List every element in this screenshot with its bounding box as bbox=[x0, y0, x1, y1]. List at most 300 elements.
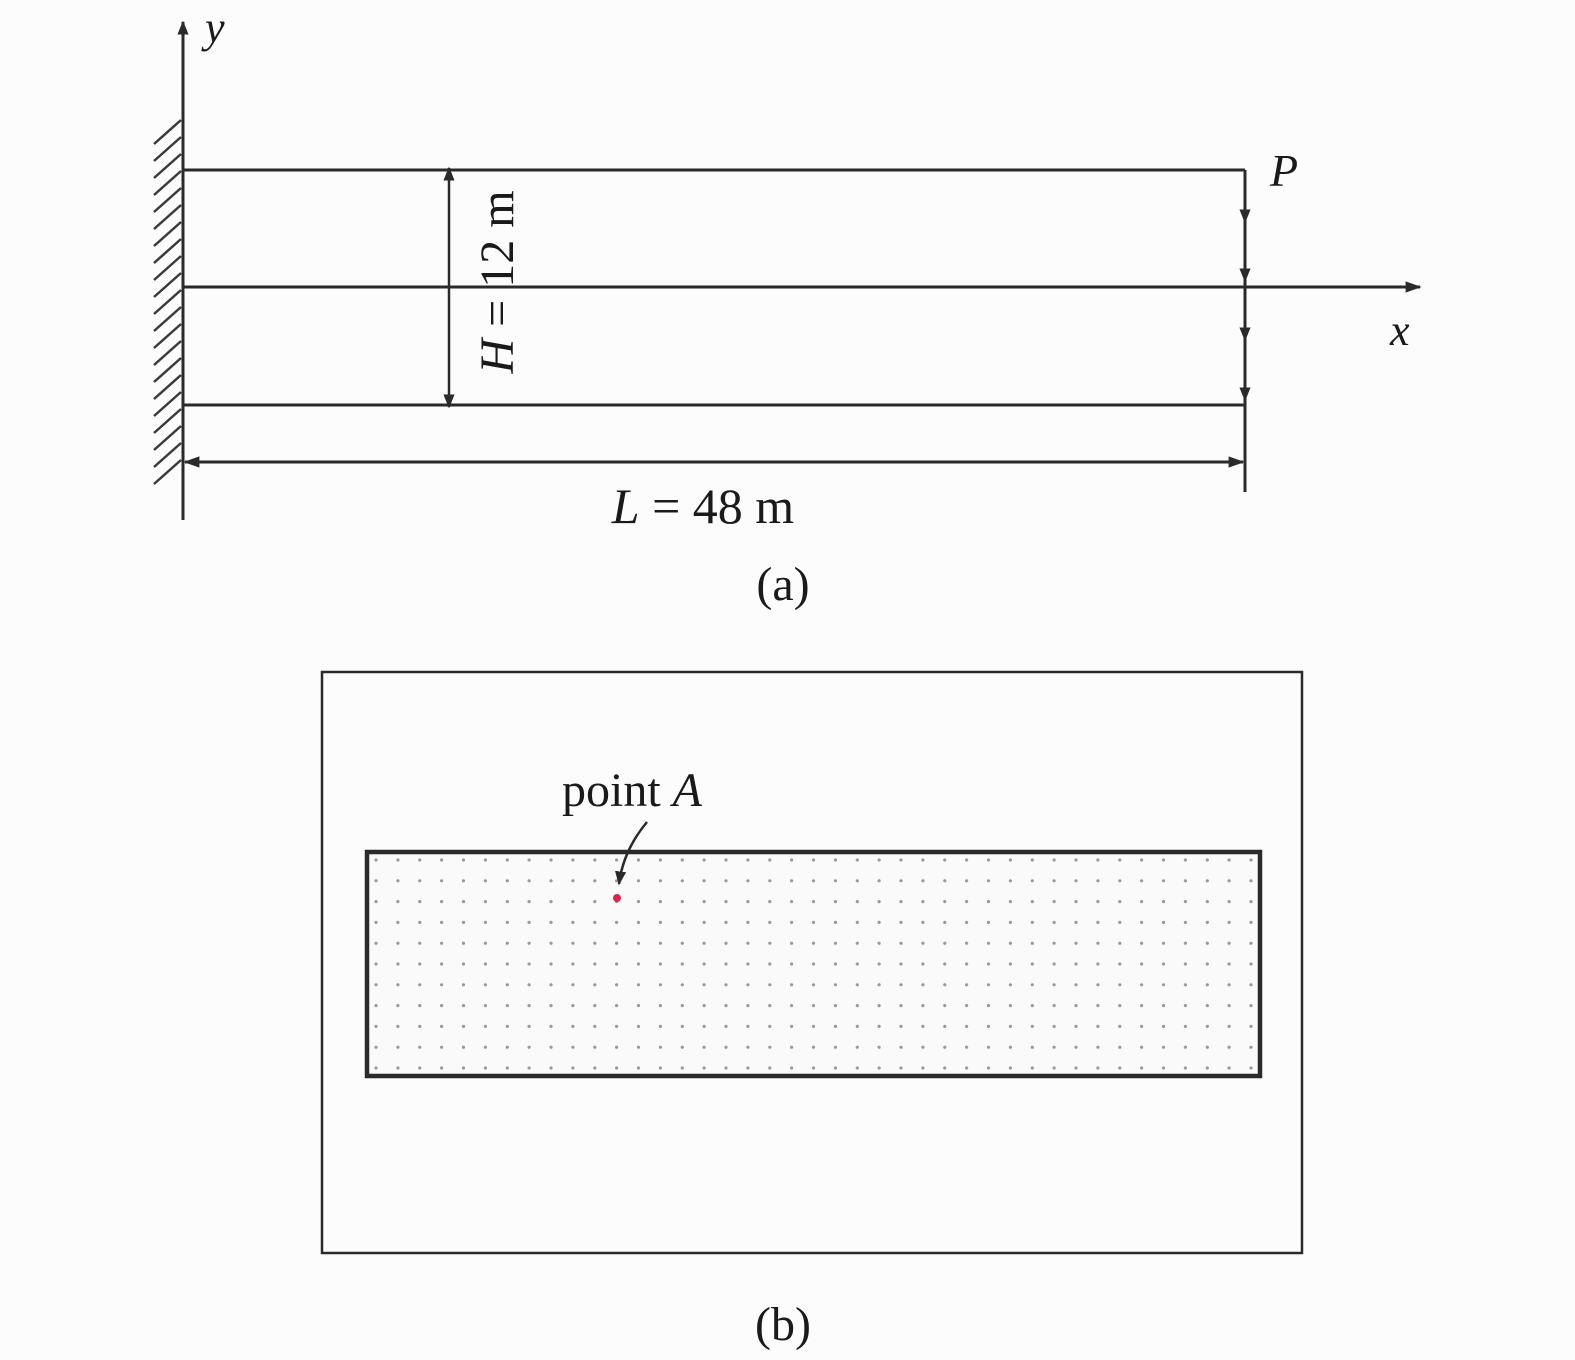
node-point bbox=[1074, 983, 1077, 986]
node-point bbox=[1074, 1066, 1077, 1069]
node-point bbox=[812, 1004, 815, 1007]
node-point bbox=[1228, 942, 1231, 945]
node-point bbox=[593, 983, 596, 986]
node-point bbox=[812, 962, 815, 965]
node-point bbox=[1162, 921, 1165, 924]
x-axis-label: x bbox=[1390, 306, 1410, 355]
node-point bbox=[812, 858, 815, 861]
node-point bbox=[374, 1046, 377, 1049]
node-point bbox=[1184, 1004, 1187, 1007]
node-point bbox=[1184, 879, 1187, 882]
node-point bbox=[1096, 1046, 1099, 1049]
node-point bbox=[1118, 1025, 1121, 1028]
node-point bbox=[834, 1046, 837, 1049]
node-point bbox=[987, 942, 990, 945]
node-point bbox=[1184, 942, 1187, 945]
node-point bbox=[1140, 1004, 1143, 1007]
node-point bbox=[943, 900, 946, 903]
node-point bbox=[396, 962, 399, 965]
node-point bbox=[746, 879, 749, 882]
node-point bbox=[637, 983, 640, 986]
node-point bbox=[440, 962, 443, 965]
node-point bbox=[790, 962, 793, 965]
node-point bbox=[987, 858, 990, 861]
node-point bbox=[1009, 962, 1012, 965]
y-axis-label: y bbox=[205, 3, 225, 52]
node-point bbox=[571, 942, 574, 945]
node-point bbox=[681, 1066, 684, 1069]
node-point bbox=[812, 879, 815, 882]
node-point bbox=[418, 942, 421, 945]
node-point bbox=[1053, 879, 1056, 882]
node-point bbox=[571, 858, 574, 861]
node-point bbox=[790, 983, 793, 986]
node-point bbox=[790, 1066, 793, 1069]
node-point bbox=[746, 983, 749, 986]
node-point bbox=[593, 900, 596, 903]
node-point bbox=[724, 1025, 727, 1028]
node-point bbox=[506, 962, 509, 965]
node-point bbox=[1096, 900, 1099, 903]
node-point bbox=[462, 1066, 465, 1069]
node-point bbox=[965, 879, 968, 882]
node-point bbox=[1074, 900, 1077, 903]
node-point bbox=[987, 1046, 990, 1049]
node-point bbox=[943, 1004, 946, 1007]
node-point bbox=[1053, 1025, 1056, 1028]
node-point bbox=[1184, 858, 1187, 861]
node-point bbox=[921, 1025, 924, 1028]
node-point bbox=[1140, 1025, 1143, 1028]
node-point bbox=[1140, 1046, 1143, 1049]
node-point bbox=[856, 1004, 859, 1007]
node-point bbox=[1228, 900, 1231, 903]
node-point bbox=[1096, 942, 1099, 945]
node-point bbox=[506, 1066, 509, 1069]
node-point bbox=[571, 1025, 574, 1028]
node-point bbox=[878, 921, 881, 924]
node-point bbox=[703, 879, 706, 882]
node-point bbox=[878, 879, 881, 882]
node-point bbox=[921, 921, 924, 924]
node-point bbox=[1206, 1004, 1209, 1007]
node-point bbox=[921, 900, 924, 903]
node-point bbox=[834, 942, 837, 945]
node-point bbox=[484, 921, 487, 924]
node-point bbox=[1162, 1004, 1165, 1007]
node-point bbox=[856, 1025, 859, 1028]
node-point bbox=[1184, 983, 1187, 986]
node-point bbox=[615, 858, 618, 861]
node-point bbox=[965, 1025, 968, 1028]
node-point bbox=[549, 983, 552, 986]
node-point bbox=[659, 983, 662, 986]
node-point bbox=[943, 1025, 946, 1028]
node-point bbox=[1162, 1025, 1165, 1028]
node-point bbox=[593, 1004, 596, 1007]
node-point bbox=[899, 1004, 902, 1007]
node-point bbox=[593, 1046, 596, 1049]
node-point bbox=[1053, 858, 1056, 861]
node-point bbox=[374, 858, 377, 861]
node-point bbox=[374, 900, 377, 903]
node-point bbox=[1053, 962, 1056, 965]
node-point bbox=[1074, 879, 1077, 882]
node-point bbox=[549, 1046, 552, 1049]
node-point bbox=[1053, 983, 1056, 986]
node-point bbox=[834, 900, 837, 903]
node-point bbox=[1140, 962, 1143, 965]
node-point bbox=[1162, 879, 1165, 882]
node-point bbox=[746, 942, 749, 945]
node-point bbox=[987, 1004, 990, 1007]
node-point bbox=[724, 1046, 727, 1049]
node-point bbox=[396, 1046, 399, 1049]
node-point bbox=[462, 1004, 465, 1007]
node-point bbox=[506, 921, 509, 924]
node-point bbox=[943, 879, 946, 882]
node-point bbox=[790, 1004, 793, 1007]
node-point bbox=[1118, 983, 1121, 986]
node-point bbox=[1162, 1046, 1165, 1049]
node-point bbox=[878, 942, 881, 945]
node-point bbox=[965, 983, 968, 986]
node-point bbox=[484, 942, 487, 945]
node-point bbox=[549, 858, 552, 861]
node-point bbox=[1118, 1066, 1121, 1069]
node-point bbox=[790, 1025, 793, 1028]
node-point bbox=[768, 983, 771, 986]
node-point bbox=[484, 1046, 487, 1049]
node-point bbox=[878, 858, 881, 861]
node-point bbox=[746, 962, 749, 965]
node-point bbox=[396, 879, 399, 882]
node-point bbox=[637, 1025, 640, 1028]
node-point bbox=[1009, 1004, 1012, 1007]
node-point bbox=[659, 900, 662, 903]
node-point bbox=[637, 879, 640, 882]
node-point bbox=[899, 921, 902, 924]
node-point bbox=[878, 1066, 881, 1069]
node-point bbox=[1031, 900, 1034, 903]
node-point bbox=[768, 900, 771, 903]
node-point bbox=[1031, 879, 1034, 882]
node-point bbox=[768, 942, 771, 945]
node-point bbox=[1140, 900, 1143, 903]
node-point bbox=[1249, 942, 1252, 945]
node-point bbox=[834, 983, 837, 986]
node-point bbox=[1140, 921, 1143, 924]
node-point bbox=[1206, 983, 1209, 986]
node-point bbox=[418, 858, 421, 861]
node-point bbox=[637, 921, 640, 924]
node-point bbox=[593, 962, 596, 965]
node-point bbox=[659, 921, 662, 924]
node-point bbox=[1184, 1046, 1187, 1049]
node-point bbox=[528, 1004, 531, 1007]
node-point bbox=[987, 1066, 990, 1069]
node-point bbox=[1249, 1066, 1252, 1069]
node-point bbox=[615, 942, 618, 945]
node-point bbox=[374, 942, 377, 945]
node-point bbox=[965, 1066, 968, 1069]
node-point bbox=[440, 1046, 443, 1049]
node-point bbox=[681, 921, 684, 924]
point-a-label: point A bbox=[562, 764, 702, 817]
node-point bbox=[1206, 942, 1209, 945]
node-point bbox=[506, 900, 509, 903]
node-point bbox=[878, 1025, 881, 1028]
node-point bbox=[812, 921, 815, 924]
node-point bbox=[374, 1004, 377, 1007]
node-point bbox=[1228, 879, 1231, 882]
node-point bbox=[374, 983, 377, 986]
node-point bbox=[484, 1004, 487, 1007]
node-point bbox=[943, 921, 946, 924]
node-point bbox=[1118, 879, 1121, 882]
node-point bbox=[506, 1025, 509, 1028]
node-point bbox=[856, 921, 859, 924]
node-point bbox=[1009, 1025, 1012, 1028]
node-point bbox=[528, 942, 531, 945]
node-point bbox=[812, 983, 815, 986]
node-point bbox=[549, 1004, 552, 1007]
node-point bbox=[812, 900, 815, 903]
node-point bbox=[834, 921, 837, 924]
node-point bbox=[484, 858, 487, 861]
node-point bbox=[899, 942, 902, 945]
node-point bbox=[506, 942, 509, 945]
node-point bbox=[1009, 983, 1012, 986]
node-point bbox=[834, 962, 837, 965]
node-point bbox=[484, 962, 487, 965]
node-point bbox=[1031, 1046, 1034, 1049]
node-point bbox=[593, 1066, 596, 1069]
node-point bbox=[615, 1004, 618, 1007]
node-point bbox=[1096, 879, 1099, 882]
node-point bbox=[1184, 921, 1187, 924]
node-point bbox=[418, 1025, 421, 1028]
node-point bbox=[615, 983, 618, 986]
node-point bbox=[615, 921, 618, 924]
node-point bbox=[965, 921, 968, 924]
node-point bbox=[1184, 1066, 1187, 1069]
node-point bbox=[528, 1025, 531, 1028]
node-point bbox=[812, 1066, 815, 1069]
node-point bbox=[1206, 879, 1209, 882]
node-point bbox=[571, 962, 574, 965]
node-point bbox=[899, 983, 902, 986]
node-point bbox=[1228, 1066, 1231, 1069]
node-point bbox=[615, 962, 618, 965]
point-a-marker bbox=[613, 894, 621, 902]
node-point bbox=[1162, 983, 1165, 986]
node-point bbox=[396, 1025, 399, 1028]
node-point bbox=[1031, 983, 1034, 986]
node-point bbox=[724, 858, 727, 861]
node-point bbox=[1031, 942, 1034, 945]
node-point bbox=[1249, 1025, 1252, 1028]
node-point bbox=[681, 900, 684, 903]
node-point bbox=[1249, 1004, 1252, 1007]
node-point bbox=[1249, 962, 1252, 965]
node-point bbox=[703, 1004, 706, 1007]
caption-b: (b) bbox=[755, 1298, 811, 1351]
node-point bbox=[878, 1004, 881, 1007]
node-point bbox=[637, 962, 640, 965]
node-point bbox=[812, 942, 815, 945]
node-point bbox=[1009, 900, 1012, 903]
node-point bbox=[812, 1025, 815, 1028]
node-point bbox=[396, 942, 399, 945]
node-point bbox=[1228, 962, 1231, 965]
node-point bbox=[1031, 1025, 1034, 1028]
node-point bbox=[440, 983, 443, 986]
node-point bbox=[681, 879, 684, 882]
node-point bbox=[1228, 983, 1231, 986]
panel-b bbox=[322, 672, 1302, 1351]
node-point bbox=[1162, 962, 1165, 965]
node-point bbox=[615, 1046, 618, 1049]
node-point bbox=[965, 1004, 968, 1007]
node-point bbox=[899, 962, 902, 965]
node-point bbox=[768, 858, 771, 861]
node-point bbox=[1118, 921, 1121, 924]
node-point bbox=[637, 1004, 640, 1007]
node-point bbox=[1009, 879, 1012, 882]
node-point bbox=[878, 900, 881, 903]
node-point bbox=[374, 1025, 377, 1028]
node-point bbox=[440, 1004, 443, 1007]
node-point bbox=[921, 942, 924, 945]
node-point bbox=[768, 1046, 771, 1049]
node-point bbox=[681, 1025, 684, 1028]
node-point bbox=[987, 879, 990, 882]
node-point bbox=[1140, 983, 1143, 986]
node-point bbox=[856, 900, 859, 903]
node-point bbox=[703, 921, 706, 924]
node-point bbox=[681, 1046, 684, 1049]
node-point bbox=[593, 1025, 596, 1028]
node-point bbox=[549, 879, 552, 882]
node-point bbox=[943, 962, 946, 965]
node-point bbox=[1074, 1025, 1077, 1028]
node-point bbox=[724, 942, 727, 945]
node-point bbox=[681, 983, 684, 986]
node-point bbox=[418, 983, 421, 986]
node-point bbox=[418, 962, 421, 965]
node-point bbox=[593, 879, 596, 882]
node-point bbox=[462, 900, 465, 903]
node-point bbox=[637, 858, 640, 861]
node-point bbox=[637, 1046, 640, 1049]
node-point bbox=[637, 1066, 640, 1069]
node-point bbox=[1249, 1046, 1252, 1049]
node-point bbox=[440, 921, 443, 924]
node-point bbox=[659, 879, 662, 882]
node-point bbox=[1031, 858, 1034, 861]
node-point bbox=[528, 900, 531, 903]
node-point bbox=[374, 1066, 377, 1069]
node-point bbox=[856, 983, 859, 986]
node-point bbox=[1162, 942, 1165, 945]
node-point bbox=[899, 1066, 902, 1069]
node-point bbox=[549, 1066, 552, 1069]
node-point bbox=[418, 1066, 421, 1069]
node-point bbox=[528, 962, 531, 965]
node-point bbox=[921, 1066, 924, 1069]
node-point bbox=[790, 858, 793, 861]
node-point bbox=[1096, 858, 1099, 861]
node-point bbox=[637, 900, 640, 903]
node-point bbox=[681, 942, 684, 945]
node-point bbox=[703, 858, 706, 861]
node-point bbox=[724, 1004, 727, 1007]
node-point bbox=[703, 942, 706, 945]
node-point bbox=[1053, 900, 1056, 903]
node-point bbox=[396, 858, 399, 861]
node-point bbox=[440, 879, 443, 882]
node-point bbox=[571, 879, 574, 882]
node-point bbox=[440, 1066, 443, 1069]
node-point bbox=[1096, 1025, 1099, 1028]
node-point bbox=[1184, 900, 1187, 903]
node-point bbox=[899, 1025, 902, 1028]
node-point bbox=[834, 1066, 837, 1069]
node-point bbox=[768, 921, 771, 924]
node-point bbox=[965, 858, 968, 861]
node-point bbox=[703, 1066, 706, 1069]
node-point bbox=[768, 1004, 771, 1007]
node-point bbox=[571, 983, 574, 986]
node-point bbox=[899, 879, 902, 882]
node-point bbox=[1118, 942, 1121, 945]
node-point bbox=[746, 1046, 749, 1049]
node-point bbox=[374, 921, 377, 924]
node-point bbox=[506, 879, 509, 882]
node-point bbox=[1140, 879, 1143, 882]
node-point bbox=[1053, 1046, 1056, 1049]
node-point bbox=[571, 1046, 574, 1049]
node-point bbox=[768, 962, 771, 965]
node-point bbox=[724, 900, 727, 903]
node-point bbox=[1118, 858, 1121, 861]
node-point bbox=[659, 962, 662, 965]
node-point bbox=[1096, 921, 1099, 924]
node-point bbox=[1228, 1025, 1231, 1028]
node-point bbox=[746, 1066, 749, 1069]
node-point bbox=[418, 900, 421, 903]
node-point bbox=[1140, 858, 1143, 861]
node-point bbox=[549, 1025, 552, 1028]
node-point bbox=[1074, 1004, 1077, 1007]
node-point bbox=[418, 921, 421, 924]
node-point bbox=[943, 1046, 946, 1049]
node-point bbox=[1053, 1066, 1056, 1069]
node-point bbox=[987, 1025, 990, 1028]
node-point bbox=[987, 983, 990, 986]
node-point bbox=[1053, 942, 1056, 945]
node-point bbox=[1249, 879, 1252, 882]
height-dim-label: H = 12 m bbox=[471, 190, 524, 374]
node-point bbox=[549, 921, 552, 924]
node-point bbox=[1009, 942, 1012, 945]
node-point bbox=[462, 858, 465, 861]
node-point bbox=[1118, 962, 1121, 965]
node-point bbox=[965, 900, 968, 903]
node-point bbox=[506, 983, 509, 986]
node-point bbox=[724, 962, 727, 965]
